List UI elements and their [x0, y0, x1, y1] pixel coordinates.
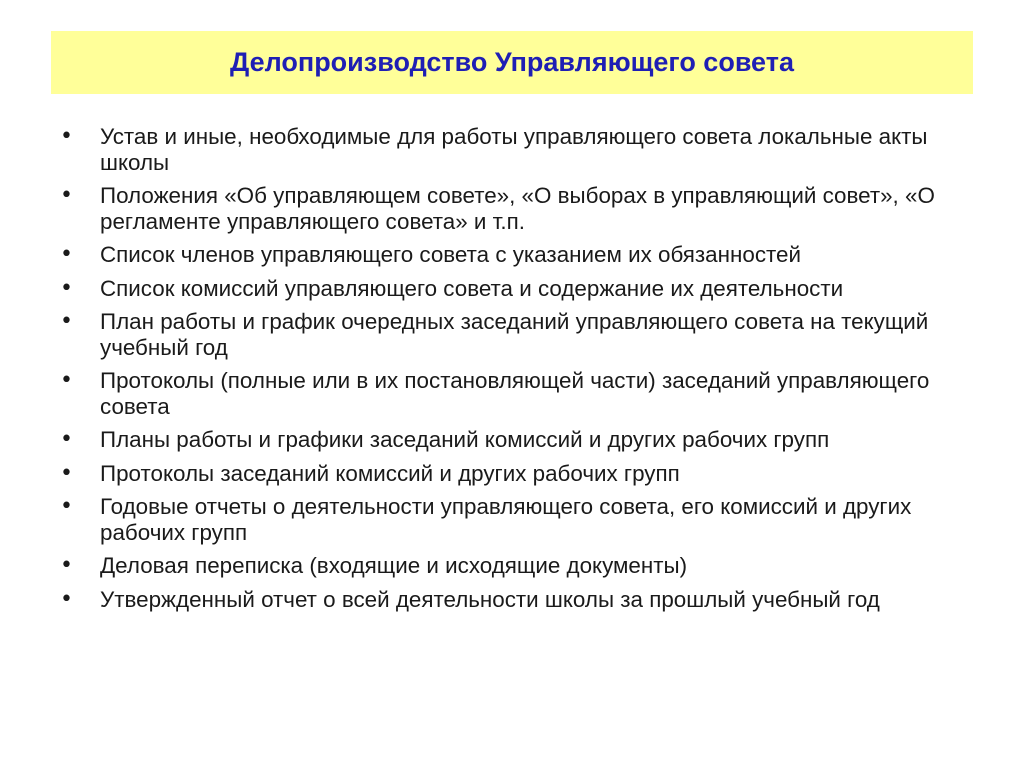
bullet-list [60, 124, 970, 620]
list-item [60, 276, 970, 302]
list-item [60, 553, 970, 579]
list-item-text: Планы работы и графики заседаний комиссий и других рабочих групп [100, 427, 830, 452]
bullet-icon: • [60, 586, 73, 612]
bullet-icon: • [60, 427, 73, 452]
bullet-icon: • [60, 275, 73, 301]
bullet-icon: • [60, 460, 73, 486]
list-item [60, 461, 970, 487]
bullet-icon: • [60, 183, 73, 208]
list-item-text: Деловая переписка (входящие и исходящие документы) [100, 553, 688, 578]
list-item-text: Утвержденный отчет о всей деятельности школы за прошлый учебный год [100, 586, 880, 612]
bullet-icon: • [60, 494, 73, 519]
list-item-text: Протоколы (полные или в их постановляющей части) заседаний управляющего совета [100, 368, 930, 419]
list-item-text: Список комиссий управляющего совета и содержание их деятельности [100, 275, 844, 301]
list-item [60, 124, 970, 175]
bullet-icon: • [60, 553, 73, 578]
list-item [60, 309, 970, 360]
list-item [60, 183, 970, 234]
list-item-text: Список членов управляющего совета с указанием их обязанностей [100, 242, 801, 267]
list-item-text: Годовые отчеты о деятельности управляющего совета, его комиссий и других рабочих групп [100, 494, 912, 545]
list-item-text: Устав и иные, необходимые для работы управляющего совета локальные акты школы [100, 124, 928, 175]
list-item [60, 368, 970, 419]
list-item [60, 494, 970, 545]
list-item [60, 242, 970, 268]
list-item-text: План работы и график очередных заседаний управляющего совета на текущий учебный год [100, 309, 929, 360]
list-item [60, 427, 970, 453]
bullet-icon: • [60, 124, 73, 149]
list-item-text: Положения «Об управляющем совете», «О выборах в управляющий совет», «О регламенте управляющего совета» и т.п. [100, 183, 935, 234]
bullet-icon: • [60, 309, 73, 334]
bullet-icon: • [60, 242, 73, 267]
title-banner [51, 31, 973, 94]
bullet-icon: • [60, 368, 73, 393]
slide-title: Делопроизводство Управляющего совета [230, 47, 794, 77]
list-item [60, 587, 970, 613]
list-item-text: Протоколы заседаний комиссий и других рабочих групп [100, 460, 680, 486]
